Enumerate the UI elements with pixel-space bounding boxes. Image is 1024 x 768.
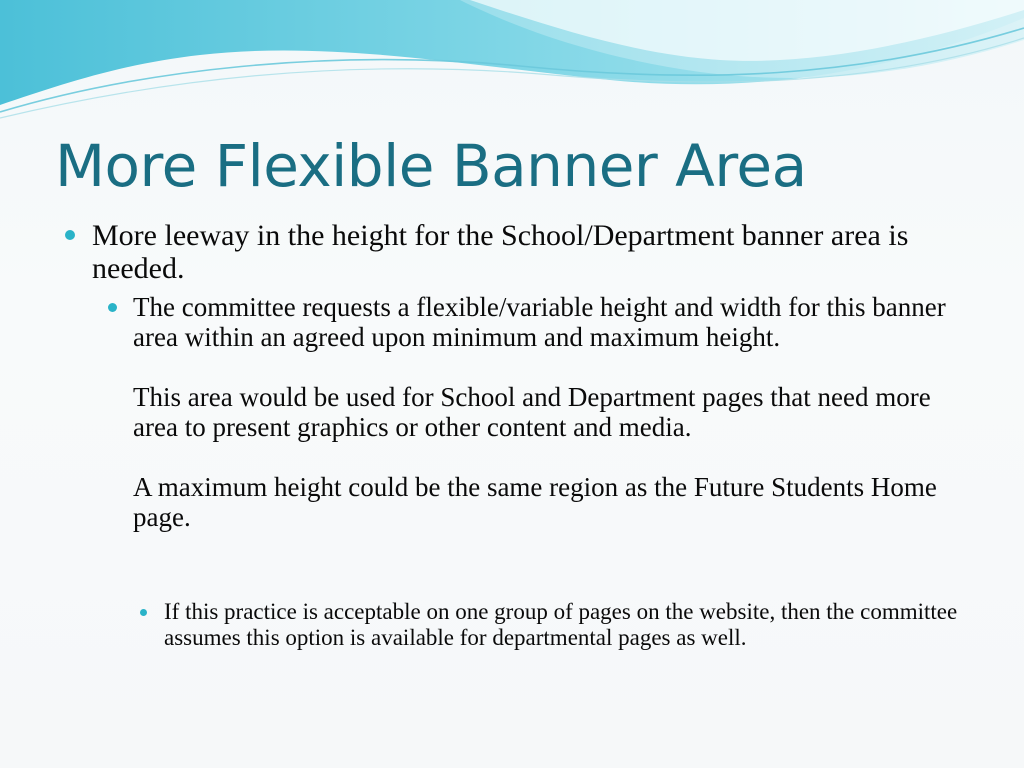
- bullet-level2-icon: [108, 303, 117, 312]
- bullet-level2-paragraph: A maximum height could be the same region as the Future Students Home page.: [133, 472, 937, 532]
- bullet-level2-block: [133, 292, 963, 532]
- bullet-level1-text: More leeway in the height for the School/Department banner area is needed.: [92, 219, 909, 285]
- bullet-level1-icon: [65, 230, 75, 240]
- bullet-level2-paragraph: The committee requests a flexible/variable height and width for this banner area within an agreed upon minimum and maximum height.: [133, 292, 946, 352]
- slide-title: More Flexible Banner Area: [55, 132, 807, 200]
- wave-banner: [0, 0, 1024, 140]
- bullet-level3-icon: [140, 609, 147, 616]
- bullet-level2-paragraph: This area would be used for School and Department pages that need more area to present graphics or other content and media.: [133, 382, 931, 442]
- bullet-level3-text: If this practice is acceptable on one group of pages on the website, then the committee assumes this option is available for departmental pages as well.: [164, 599, 958, 650]
